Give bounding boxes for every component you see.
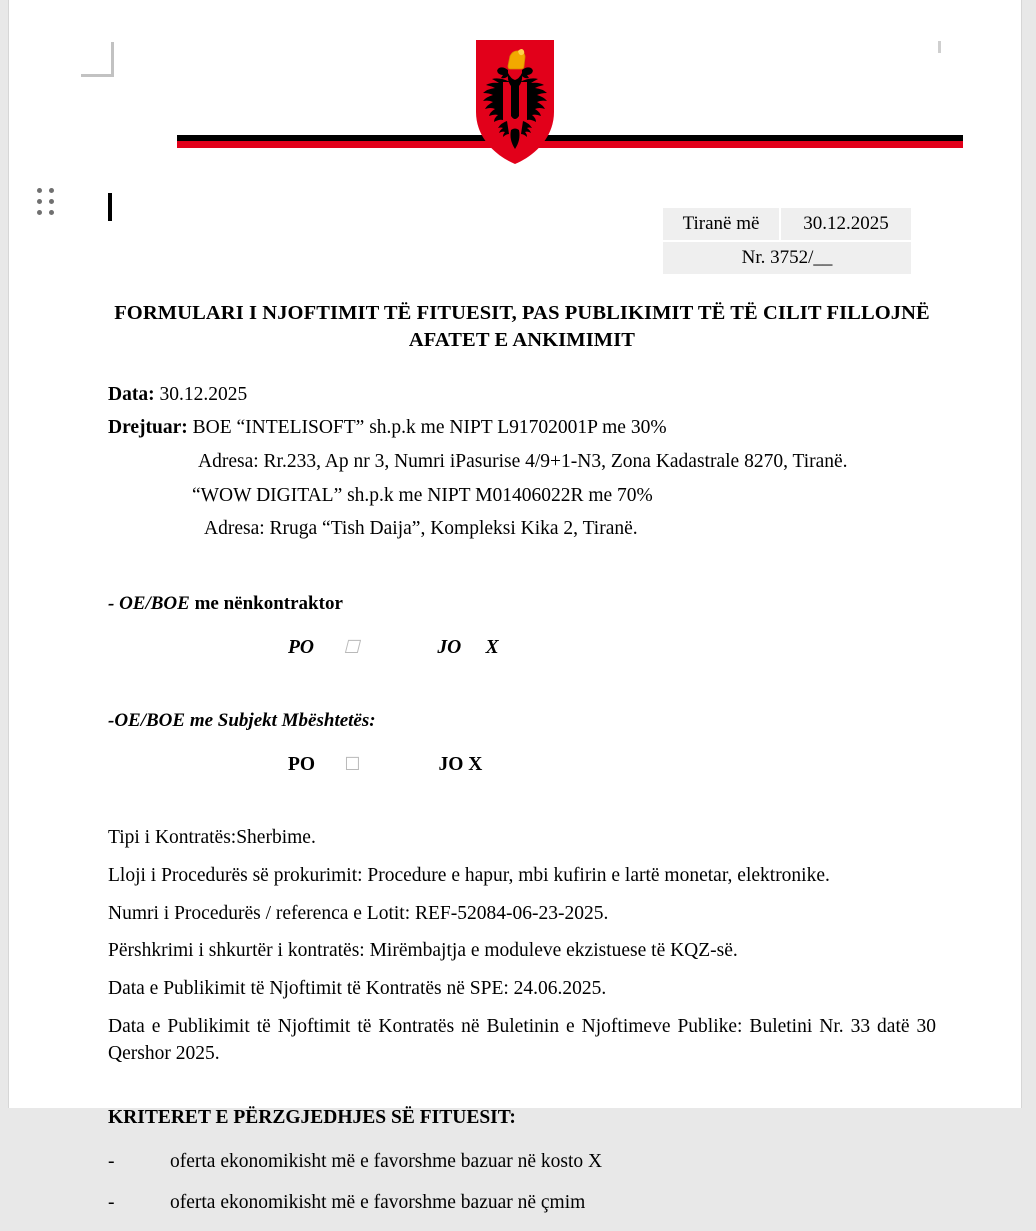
page-title: FORMULARI I NJOFTIMIT TË FITUESIT, PAS PUBLIKIMIT TË TË CILIT FILLOJNË AFATET E ANKIMIMIT — [114, 302, 930, 352]
city-date-value: 30.12.2025 — [781, 208, 911, 240]
header-info-table — [661, 206, 913, 276]
handle-dot — [49, 188, 54, 193]
subcontractor-yes-checkbox[interactable]: ☐ — [343, 636, 360, 657]
reference-number: Nr. 3752/__ — [663, 242, 911, 274]
supporting-entity-yes-label: PO — [288, 753, 316, 775]
supporting-entity-heading: -OE/BOE me Subjekt Mbështetës: — [108, 709, 376, 731]
handle-dot — [37, 210, 42, 215]
drag-handle-dots-icon[interactable] — [37, 188, 59, 218]
detail-description: Përshkrimi i shkurtër i kontratës: Mirëmbajtja e moduleve ekzistuese të KQZ-së. — [108, 940, 738, 962]
subcontractor-no-mark[interactable]: X — [485, 636, 499, 658]
subcontractor-yes-label: PO — [288, 636, 314, 658]
document-page — [8, 0, 1022, 1214]
handle-dot — [49, 210, 54, 215]
subcontractor-heading-tail: me nënkontraktor — [189, 592, 343, 614]
letterhead — [9, 0, 1023, 180]
table-row — [663, 242, 911, 274]
subcontractor-choice-row — [108, 634, 936, 662]
detail-contract-type: Tipi i Kontratës:Sherbime. — [108, 827, 316, 849]
date-line — [108, 381, 936, 409]
partner-line-2: “WOW DIGITAL” sh.p.k me NIPT M01406022R me 70% — [192, 484, 653, 506]
list-item — [108, 1189, 936, 1217]
handle-dot — [37, 199, 42, 204]
list-bullet: - — [108, 1150, 115, 1172]
letterhead-rule-red — [177, 141, 963, 148]
address-line-1: Adresa: Rr.233, Ap nr 3, Numri iPasurise 4/9+1-N3, Zona Kadastrale 8270, Tiranë. — [198, 450, 848, 472]
detail-procedure-type: Lloji i Procedurës së prokurimit: Procedure e hapur, mbi kufirin e lartë monetar, elektronike. — [108, 864, 830, 886]
supporting-entity-choice-row — [108, 751, 936, 779]
text-caret — [108, 193, 112, 221]
contract-details — [108, 824, 936, 1068]
albanian-coat-of-arms-icon — [474, 38, 556, 166]
address-line-2: Adresa: Rruga “Tish Daija”, Kompleksi Kika 2, Tiranë. — [204, 518, 638, 540]
detail-procedure-number: Numri i Procedurës / referenca e Lotit: REF-52084-06-23-2025. — [108, 902, 609, 924]
handle-dot — [37, 188, 42, 193]
list-item-label: oferta ekonomikisht më e favorshme bazuar në kosto X — [170, 1150, 603, 1172]
criteria-title: KRITERET E PËRZGJEDHJES SË FITUESIT: — [108, 1107, 516, 1129]
detail-spe-publication-date: Data e Publikimit të Njoftimit të Kontratës në SPE: 24.06.2025. — [108, 978, 607, 999]
list-bullet: - — [108, 1192, 115, 1214]
addressed-value: BOE “INTELISOFT” sh.p.k me NIPT L91702001P me 30% — [192, 417, 667, 439]
date-value: 30.12.2025 — [159, 383, 248, 405]
subcontractor-no-label: JO — [437, 636, 462, 658]
list-item-label: oferta ekonomikisht më e favorshme bazuar në çmim — [170, 1192, 586, 1214]
document-body — [108, 300, 936, 1231]
handle-dot — [49, 199, 54, 204]
supporting-entity-yes-checkbox[interactable]: ☐ — [344, 753, 361, 774]
detail-bulletin-publication-date: Data e Publikimit të Njoftimit të Kontratës në Buletinin e Njoftimeve Publike: Buletini Nr. 33 datë 30 Qershor 2025. — [108, 1015, 936, 1065]
addressed-label: Drejtuar: — [108, 417, 188, 439]
table-row — [663, 208, 911, 240]
subcontractor-heading-lead: - OE/BOE — [108, 592, 190, 614]
list-item — [108, 1148, 936, 1176]
city-date-label: Tiranë më — [663, 208, 779, 240]
supporting-entity-no-label[interactable]: JO X — [438, 753, 483, 775]
date-label: Data: — [108, 383, 155, 405]
subcontractor-heading — [108, 591, 936, 618]
addressed-line — [108, 414, 936, 442]
